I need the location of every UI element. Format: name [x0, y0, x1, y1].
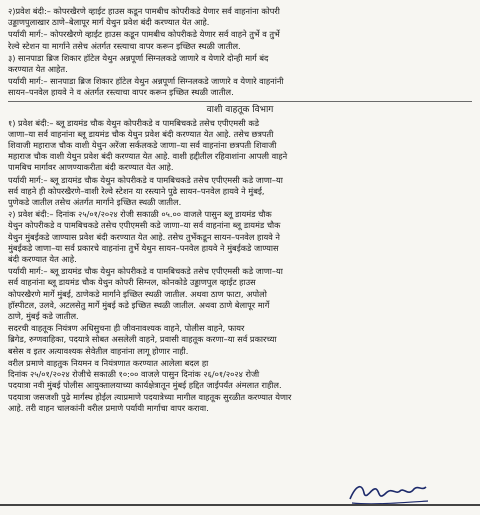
text-line: येथुन कोपरीकडे व पामबिचकडे तसेच एपीएमसी कडे जाणा–या सर्व वाहनांना ब्लू डायमंड चौक [8, 220, 281, 231]
text-line: दिनांक २५/०१/२०२४ रोजीचे सकाळी १०:०० वाजले पासुन दिनांक २६/०१/२०२४ रोजी [8, 369, 260, 380]
text-line: पर्यायी मार्ग:– ब्लू डायमंड चौक येथुन कोपरीकडे व पामबिचकडे तसेच एपीएमसी कडे जाणा–या [8, 174, 283, 185]
text-line: शिवाजी महाराज चौक वाशी येथुन अरेंजा सर्कलकडे जाणा–या सर्व वाहनांना छत्रपती शिवाजी [8, 140, 277, 151]
text-line: पर्यायी मार्ग:– कोपरखैरणे व्हाईट हाउस कडून पामबीच कोपरीकडे येणार सर्व वाहने तुर्भे व तुर्भे [8, 29, 280, 40]
bottom-rule [0, 504, 480, 506]
vashi_section-paragraph [8, 209, 472, 265]
text-line: ३) सानपाडा ब्रिज शिकार हॉटेल येथुन अन्नपूर्णा सिग्नलकडे जाणारे व येणारे दोन्ही मार्ग बंद [8, 52, 269, 63]
vashi_section-paragraph [8, 266, 472, 322]
text-line: येथुन मुंबईकडे जाण्यास प्रवेश बंदी करण्यात येत आहे. तसेच तुर्भेकडून सायन–पनवेल हायवे ने [8, 231, 280, 242]
text-line: सायन–पनवेल हायवे ने व अंतर्गत रस्त्याचा वापर करून इच्छित स्थळी जातील. [8, 87, 234, 98]
text-line: रेल्वे स्टेशन या मार्गाने तसेच अंतर्गत रस्त्याचा वापर करून इच्छित स्थळी जातील. [8, 40, 241, 51]
vashi_section-paragraph [8, 118, 472, 174]
text-line: कोपरखैरणे मार्गे मुंबई, ठाणेकडे मार्गाने इच्छित स्थळी जातील. अथवा ठाण फाटा, अपोलो [8, 288, 267, 299]
top_section-paragraph [8, 6, 472, 28]
text-line: मुंबईकडे जाणा–या सर्व प्रकारचे वाहनांना तुर्भे येथुन सायन–पनवेल हायवे ने मुंबईकडे जाण्यास [8, 242, 279, 253]
section-divider [8, 101, 472, 102]
top_section-paragraph [8, 29, 472, 51]
text-line: ब्रिगेड, रुग्णवाहिका, पदयात्रे सोबत असलेली वाहने, प्रवासी वाहतूक करणा–या सर्व प्रकारच्या [8, 334, 277, 345]
text-line: पदयात्रा जसजशी पुढे मार्गस्थ होईल त्याप्रमाणे पदयात्रेच्या मागील वाहतूक सुरळीत करण्यात येणार [8, 391, 292, 402]
vashi_section-paragraph [8, 358, 472, 414]
text-line: आहे. तरी वाहन चालकांनी वरील प्रमाणे पर्यायी मार्गाचा वापर करावा. [8, 402, 209, 413]
text-line: २)प्रवेश बंदी:– कोपरखैरणे व्हाईट हाउस कडून पामबीच कोपरीकडे येणार सर्व वाहनांना कोपरी [8, 6, 280, 16]
text-line: पुणेकडे जातील तसेच अंतर्गत मार्गाने इच्छित स्थळी जातील. [8, 197, 182, 208]
text-line: बसेस व इतर अत्यावश्यक सेवेतील वाहनांना लागू होणार नाही. [8, 345, 189, 356]
text-line: उड्डाणपुलाखार ठाणे–बेलापूर मार्ग येथुन प्रवेश बंदी करण्यात येत आहे. [8, 17, 210, 28]
text-line: पर्यायी मार्ग:– ब्लू डायमंड चौक येथुन कोपरीकडे व पामबिचकडे तसेच एपीएमसी कडे जाणा–या [8, 266, 283, 277]
text-line: १) प्रवेश बंदी:– ब्लू डायमंड चौक येथुन कोपरीकडे व पामबिचकडे तसेच एपीएमसी कडे [8, 117, 260, 128]
text-line: महाराज चौक वाशी येथुन प्रवेश बंदी करण्यात येत आहे. वाशी हद्दीतील रहिवाशांना आपली वाहने [8, 151, 288, 162]
text-line: २) प्रवेश बंदी:– दिनांक २५/०१/२०२४ रोजी सकाळी ०५.०० वाजले पासुन ब्लू डायमंड चौक [8, 209, 272, 220]
vashi-section [8, 118, 472, 414]
document-body [8, 6, 472, 415]
text-line: सदरची वाहतूक नियंत्रण अधिसुचना ही जीवनावश्यक वाहने, पोलीस वाहने, फायर [8, 323, 245, 334]
text-line: पदयात्रा नवी मुंबई पोलीस आयुक्तालयाच्या कार्यक्षेत्रातून मुंबई हद्दित जाईपर्यंत अंमलात राहील. [8, 380, 282, 391]
vashi_section-paragraph [8, 323, 472, 357]
top-section [8, 6, 472, 99]
text-line: वरील प्रमाणे वाहतुक नियमन व नियंत्रणात करण्यात आलेला बदल हा [8, 357, 209, 368]
text-line: पामबिच मार्गावर आणण्याकरीता बंदी करण्यात येत आहे. [8, 162, 174, 173]
top_section-paragraph [8, 76, 472, 98]
text-line: सर्व वाहनांना ब्लू डायमंड चौक येथुन कोपरी सिग्नल, कोनकोडे उड्डाणपुल व्हाईट हाउस [8, 277, 256, 288]
text-line: हॉस्पीटल, उलवे, अटलसेतु मार्गे मुंबई कडे इच्छित स्थळी जातील. अथवा ठाणे बेलापूर मार्गे [8, 299, 270, 310]
text-line: जाणा–या सर्व वाहनांना ब्लू डायमंड चौक येथुन प्रवेश बंदी करण्यात येत आहे. तसेच छत्रपती [8, 128, 274, 139]
text-line: ठाणे, मुंबई कडे जातील. [8, 311, 79, 322]
text-line: सर्व वाहने ही कोपरखैरणे–वाशी रेल्वे स्टेशन या रस्त्याने पुढे सायन–पनवेल हायवे ने मुंबई, [8, 185, 265, 196]
text-line: करण्यात येत आहेत. [8, 64, 68, 75]
text-line: पर्यायी मार्ग:– सानपाडा ब्रिज शिकार हॉटेल येथुन अन्नपूर्णा सिग्नलकडे जाणारे व येणारे वाहनांनी [8, 76, 284, 87]
top_section-paragraph [8, 53, 472, 75]
text-line: बंदी करण्यात येत आहे. [8, 254, 77, 265]
section-title: वाशी वाहतूक विभाग [206, 104, 274, 115]
vashi_section-paragraph [8, 175, 472, 209]
